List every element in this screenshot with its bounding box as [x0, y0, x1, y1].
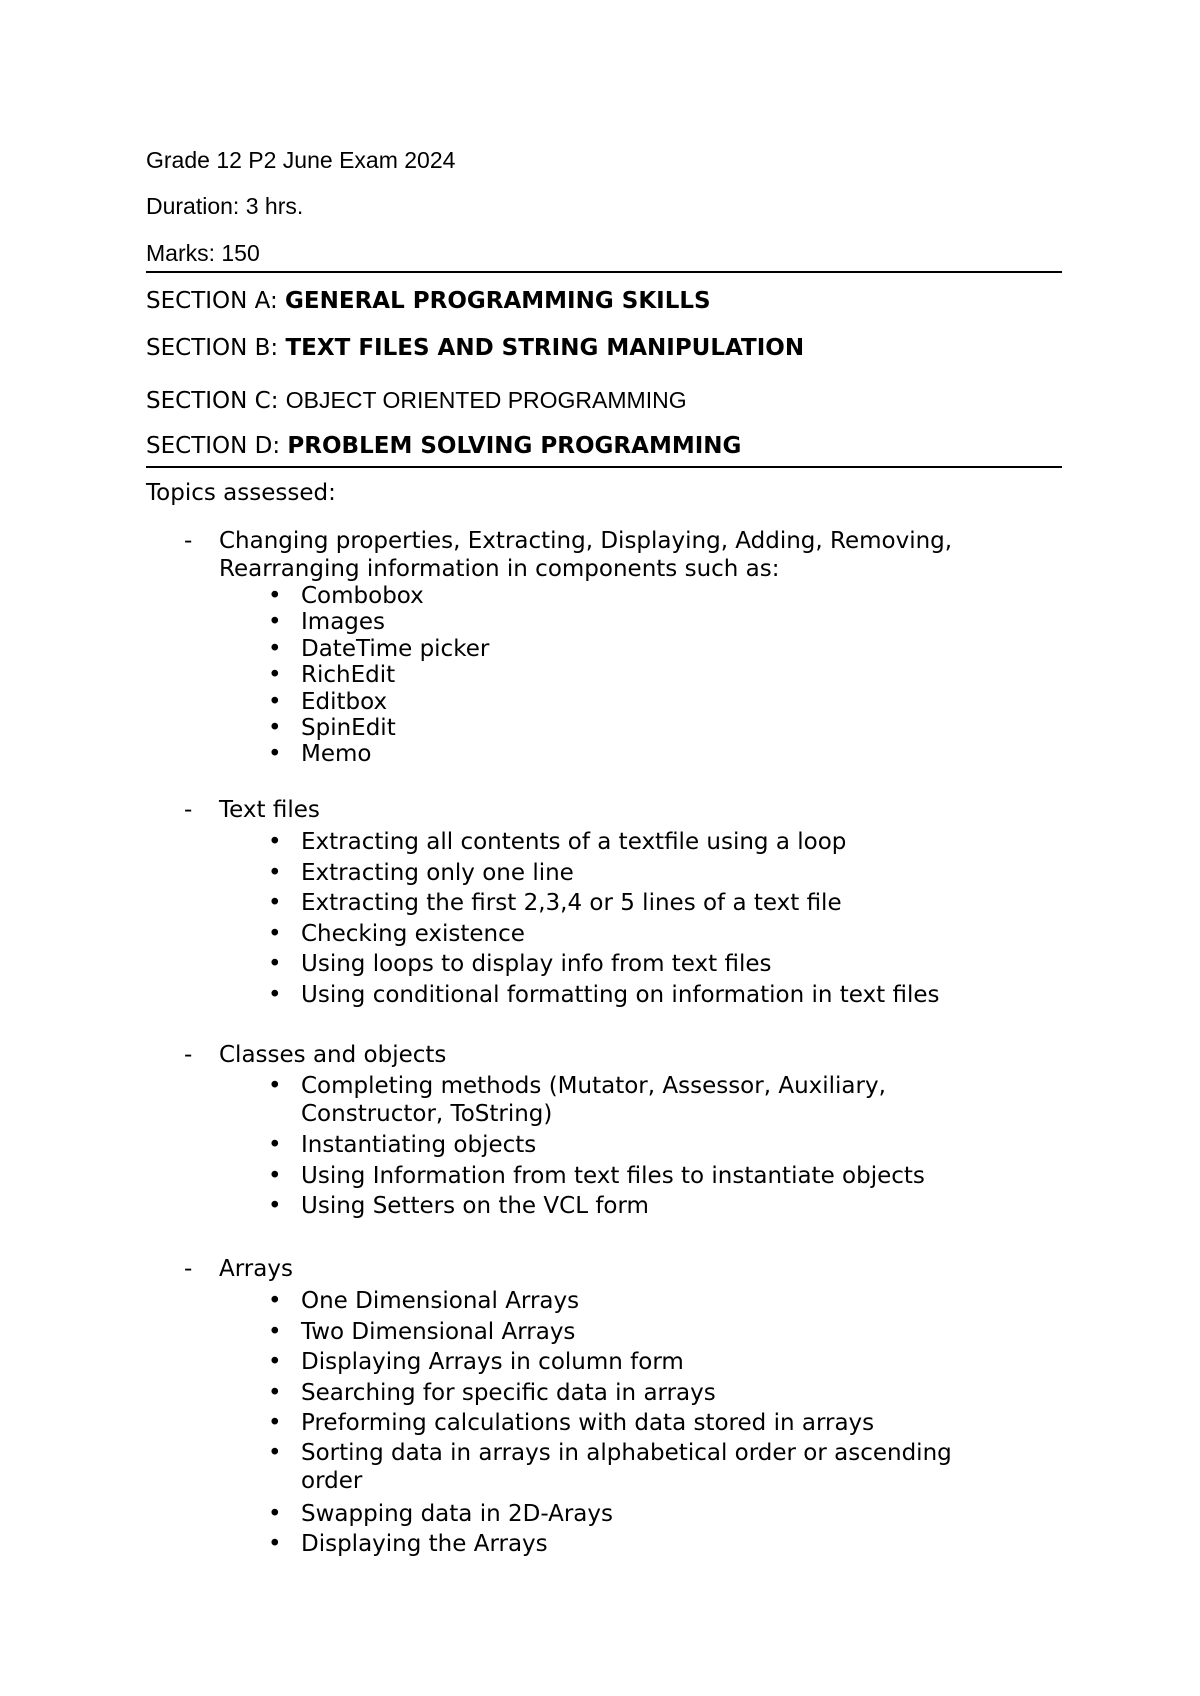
list-item-text: Using Setters on the VCL form [301, 1193, 649, 1219]
topic-group-heading: Arrays [219, 1256, 293, 1282]
exam-title: Grade 12 P2 June Exam 2024 [146, 147, 456, 173]
list-item-text: Extracting all contents of a textfile using a loop [301, 829, 847, 855]
arrays-topics-list [268, 1286, 1021, 1560]
component-topics-list [268, 583, 1021, 768]
section-d-label: SECTION D: [146, 433, 288, 459]
sections-divider [146, 466, 1062, 468]
list-item [268, 858, 1021, 889]
list-item-text: One Dimensional Arrays [301, 1288, 580, 1314]
bullet-marker: • [268, 859, 282, 886]
bullet-marker: • [268, 688, 282, 715]
list-item [268, 1439, 1001, 1499]
section-a [146, 290, 711, 313]
section-b [146, 337, 804, 360]
bullet-marker: • [268, 1073, 282, 1099]
bullet-marker: • [268, 1162, 282, 1189]
list-item-text: RichEdit [301, 662, 396, 689]
list-item-text: Instantiating objects [301, 1132, 537, 1158]
bullet-marker: • [268, 1439, 282, 1466]
list-item-text: Editbox [301, 688, 388, 715]
list-item [268, 715, 1021, 741]
list-item-text: Using conditional formatting on information in text files [301, 981, 940, 1008]
list-item [268, 1191, 1021, 1222]
list-item [268, 636, 1021, 662]
list-item [268, 1072, 961, 1130]
bullet-marker: • [268, 1500, 282, 1527]
bullet-marker: • [268, 890, 282, 916]
list-item-text: SpinEdit [301, 715, 396, 742]
section-b-label: SECTION B: [146, 335, 286, 361]
list-item-text: Displaying the Arrays [301, 1531, 548, 1557]
bullet-marker: • [268, 1349, 282, 1375]
bullet-marker: • [268, 635, 282, 662]
bullet-marker: • [268, 609, 282, 636]
section-b-title: TEXT FILES AND STRING MANIPULATION [285, 335, 805, 361]
list-item [268, 1130, 1021, 1161]
section-c-label: SECTION C: [146, 388, 286, 414]
list-item [268, 609, 1021, 635]
list-item-text: Completing methods (Mutator, Assessor, Auxiliary, Constructor, ToString) [301, 1073, 886, 1127]
text-files-topics-list [268, 827, 1021, 1010]
list-item [268, 1347, 1021, 1378]
bullet-marker: • [268, 1379, 282, 1406]
list-item [268, 949, 1021, 980]
list-item [268, 662, 1021, 688]
list-item-text: Combobox [301, 583, 424, 609]
section-a-label: SECTION A: [146, 288, 286, 314]
bullet-marker: • [268, 1318, 282, 1345]
exam-duration: Duration: 3 hrs. [146, 193, 304, 219]
bullet-marker: • [268, 1410, 282, 1436]
list-item [268, 1317, 1021, 1348]
list-item [268, 741, 1021, 767]
bullet-marker: • [268, 920, 282, 947]
list-item-text: Using loops to display info from text files [301, 951, 772, 977]
list-item-text: Displaying Arrays in column form [301, 1349, 684, 1375]
topic-group-heading: Text files [219, 797, 320, 823]
section-c-title: OBJECT ORIENTED PROGRAMMING [285, 387, 687, 413]
list-item [268, 888, 1021, 919]
bullet-marker: • [268, 662, 282, 689]
dash-marker: - [184, 797, 193, 823]
bullet-marker: • [268, 1132, 282, 1158]
list-item-text: Preforming calculations with data stored in arrays [301, 1410, 875, 1436]
list-item-text: Using Information from text files to instantiate objects [301, 1162, 925, 1189]
list-item [268, 1529, 1021, 1560]
section-c [146, 389, 687, 413]
list-item [268, 1286, 1021, 1317]
list-item [268, 689, 1021, 715]
section-d-title: PROBLEM SOLVING PROGRAMMING [287, 433, 742, 459]
topic-group-heading: Changing properties, Extracting, Displaying, Adding, Removing, Rearranging information in components such as: [219, 528, 953, 582]
list-item-text: Sorting data in arrays in alphabetical order or ascending order [301, 1439, 952, 1494]
bullet-marker: • [268, 1193, 282, 1219]
list-item-text: Checking existence [301, 920, 525, 947]
list-item [268, 919, 1021, 950]
list-item [268, 827, 1021, 858]
section-a-title: GENERAL PROGRAMMING SKILLS [285, 288, 711, 314]
bullet-marker: • [268, 741, 282, 768]
bullet-marker: • [268, 583, 282, 609]
section-d [146, 435, 741, 458]
dash-marker: - [184, 1256, 193, 1282]
bullet-marker: • [268, 1531, 282, 1557]
bullet-marker: • [268, 981, 282, 1008]
list-item [268, 1408, 1021, 1439]
classes-topics-list [268, 1072, 1021, 1222]
list-item-text: Extracting the first 2,3,4 or 5 lines of a text file [301, 890, 842, 916]
list-item [268, 1161, 1021, 1192]
list-item-text: Memo [301, 741, 372, 768]
list-item-text: Extracting only one line [301, 859, 574, 886]
topic-group-heading: Classes and objects [219, 1042, 447, 1068]
bullet-marker: • [268, 1288, 282, 1314]
dash-marker: - [184, 528, 193, 554]
list-item [268, 1378, 1021, 1409]
list-item-text: Swapping data in 2D-Arays [301, 1500, 613, 1527]
bullet-marker: • [268, 951, 282, 977]
list-item [268, 1499, 1021, 1530]
list-item [268, 980, 1021, 1011]
list-item-text: DateTime picker [301, 635, 490, 662]
bullet-marker: • [268, 829, 282, 855]
bullet-marker: • [268, 715, 282, 742]
dash-marker: - [184, 1042, 193, 1068]
list-item-text: Images [301, 609, 386, 636]
exam-marks: Marks: 150 [146, 240, 260, 266]
list-item [268, 583, 1021, 609]
list-item-text: Searching for specific data in arrays [301, 1379, 716, 1406]
topics-heading: Topics assessed: [146, 480, 336, 506]
header-divider [146, 271, 1062, 273]
list-item-text: Two Dimensional Arrays [301, 1318, 576, 1345]
